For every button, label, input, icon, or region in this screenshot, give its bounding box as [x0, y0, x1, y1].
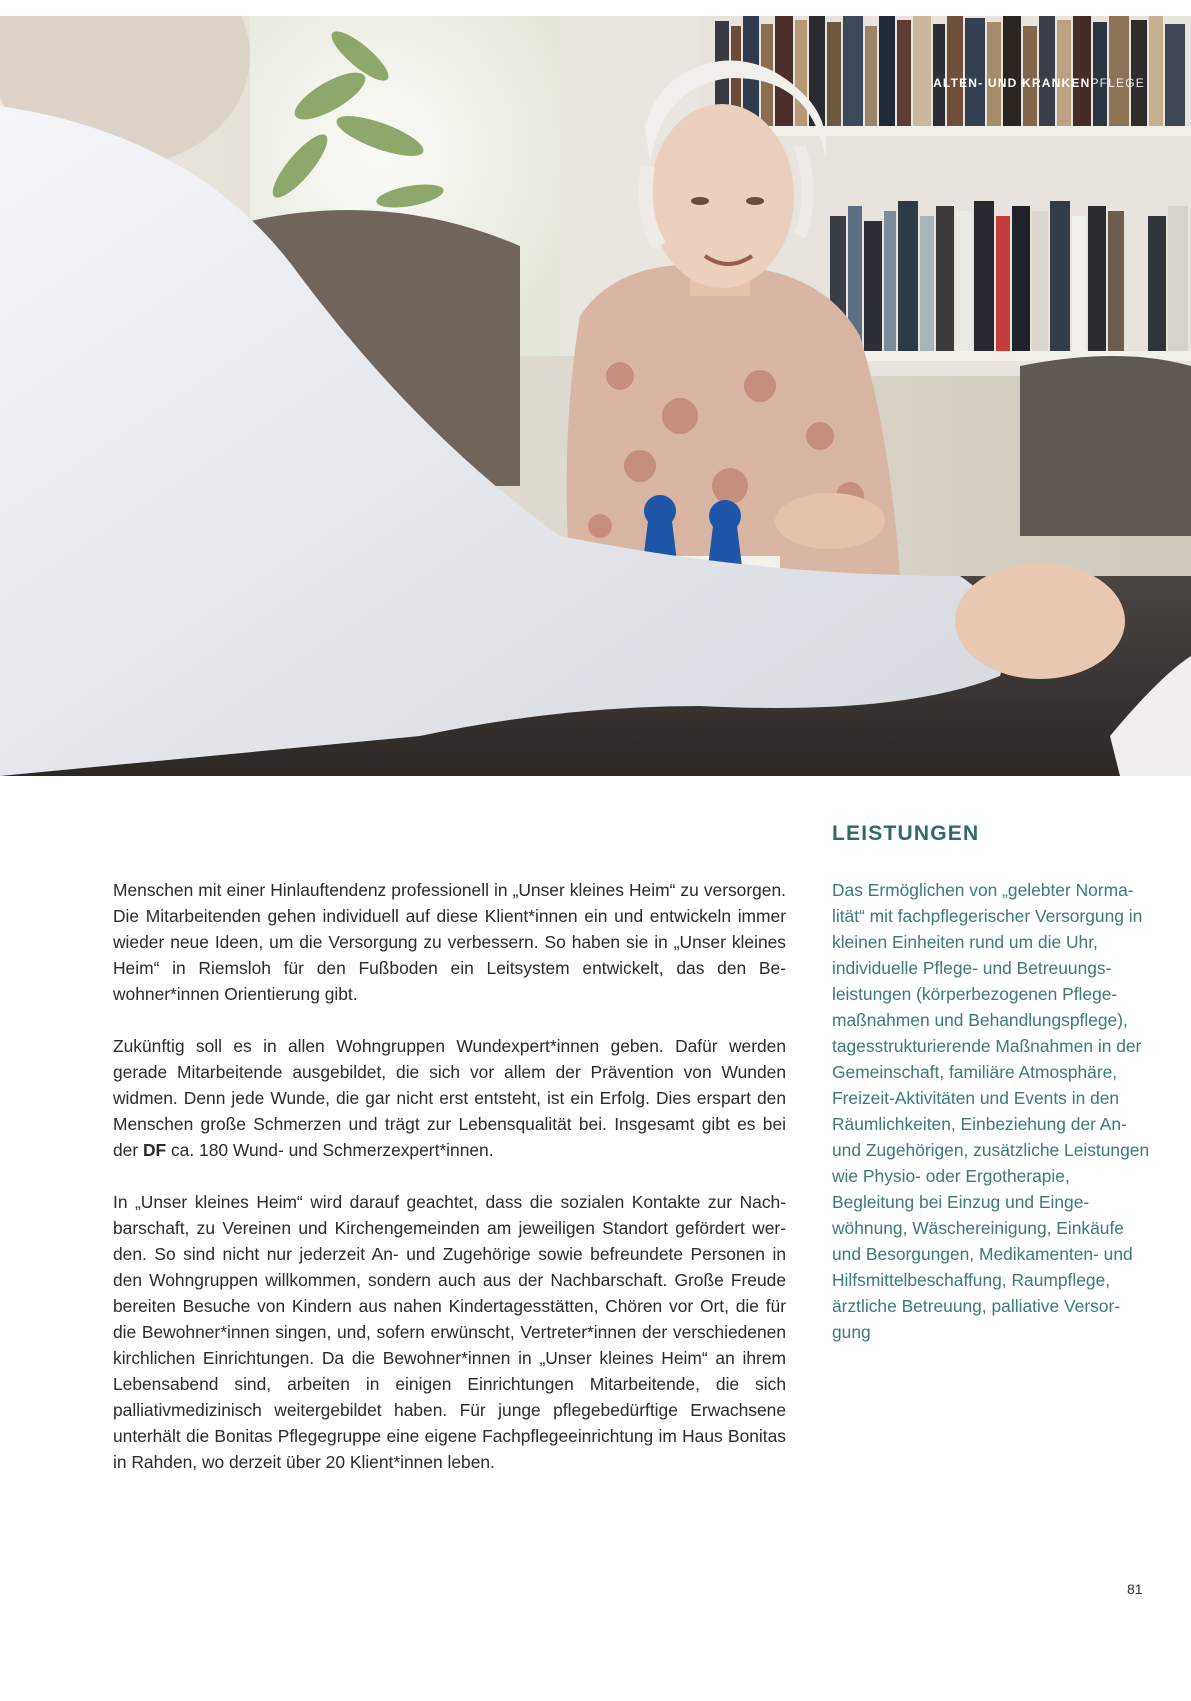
- page-number: 81: [1127, 1581, 1143, 1597]
- sidebar-text: Das Ermöglichen von „gelebter Normalität“ mit fachpflegerischer Versorgung in kleinen Einheiten rund um die Uhr, individuelle Pflege- und Betreuungsleistungen (körperbezogenen Pflegemaßnahmen und Behandlungspflege), tagesstrukturierende Maßnahmen in der Gemeinschaft, familiäre Atmosphäre, Freizeit-Aktivitäten und Events in den Räumlichkeiten, Einbeziehung der An- und Zugehörigen, zusätzliche Leistungen wie Physio- oder Ergotherapie, Begleitung bei Einzug und Eingewöhnung, Wäschereinigung, Einkäufe und Besorgungen, Medikamenten- und Hilfsmittelbeschaffung, Raumpflege, ärztliche Betreuung, palliative Versorgung: [832, 880, 1150, 1342]
- df-abbreviation: DF: [142, 1140, 167, 1160]
- sidebar-heading: LEISTUNGEN: [832, 822, 980, 845]
- paragraph-1: Menschen mit einer Hinlauftendenz professionell in „Unser kleines Heim“ zu versorgen. Die Mitarbeitenden gehen individuell auf diese Klient*innen ein und entwickeln immer wieder neue Ideen, um die Versorgung zu verbessern. So haben sie in „Unser kleines Heim“ in Riemsloh für den Fußboden ein Leitsystem entwickelt, das den Bewohner*innen Orientierung gibt.: [113, 880, 786, 1004]
- hero-photo: [0, 16, 1191, 776]
- paragraph-2-text-b: ca. 180 Wund- und Schmerzexpert*innen.: [166, 1140, 494, 1160]
- section-label-light: PFLEGE: [1090, 76, 1145, 90]
- section-label-bold: ALTEN- UND KRANKEN: [933, 76, 1091, 90]
- section-label: [933, 76, 1145, 90]
- photo-illustration: [0, 16, 1191, 776]
- paragraph-2: [113, 1033, 786, 1163]
- main-text-column: [113, 877, 786, 1501]
- paragraph-2-text-a: Zukünftig soll es in allen Wohngruppen Wundexpert*innen geben. Dafür werden gerade Mitarbeitende ausgebildet, die sich vor allem der Prävention von Wunden widmen. Denn jede Wunde, die gar nicht erst entsteht, ist ein Erfolg. Dies erspart den Menschen große Schmerzen und trägt zur Lebensqualität bei. Insgesamt gibt es bei der: [113, 1036, 786, 1160]
- paragraph-3: In „Unser kleines Heim“ wird darauf geachtet, dass die sozialen Kontakte zur Nachbarschaft, zu Vereinen und Kirchengemeinden am jeweiligen Standort gefördert werden. So sind nicht nur jederzeit An- und Zugehörige sowie befreundete Personen in den Wohngruppen willkommen, sondern auch aus der Nachbarschaft. Große Freude bereiten Besuche von Kindern aus nahen Kindertagesstätten, Chören vor Ort, die für die Bewohner*innen singen, und, sofern erwünscht, Vertreter*innen der verschiedenen kirchlichen Einrichtungen. Da die Bewohner*innen in „Unser kleines Heim“ an ihrem Lebensabend sind, arbeiten in einigen Einrichtungen Mitarbeitende, die sich palliativmedizinisch weitergebildet haben. Für junge pflegebedürftige Erwachsene unterhält die Bonitas Pflegegruppe eine eigene Fachpflegeeinrichtung im Haus Bonitas in Rahden, wo derzeit über 20 Klient*innen leben.: [113, 1192, 786, 1472]
